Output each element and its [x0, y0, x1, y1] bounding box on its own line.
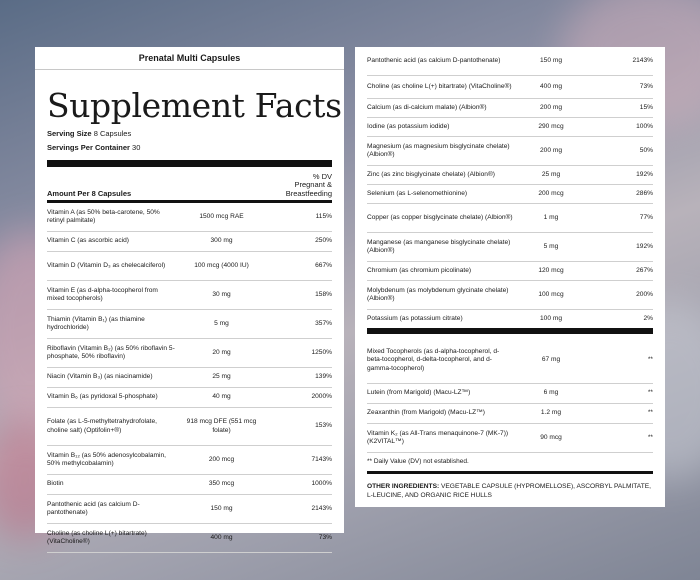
nutrient-name: Potassium (as potassium citrate) [367, 314, 463, 322]
nutrient-dv: 7143% [311, 455, 332, 463]
nutrient-dv: 100% [636, 122, 653, 130]
nutrient-dv: 286% [636, 189, 653, 197]
nutrient-row [367, 310, 653, 328]
product-name: Prenatal Multi Capsules [35, 47, 344, 70]
nutrient-amount: 25 mg [212, 373, 231, 381]
serving-size [47, 128, 332, 140]
nutrient-amount: 1 mg [543, 213, 559, 221]
dv-header-line2: Pregnant & [294, 180, 332, 189]
nutrient-dv: 2000% [311, 393, 332, 401]
nutrient-amount: 1500 mcg RAE [199, 212, 244, 220]
nutrient-amount: 6 mg [543, 389, 559, 397]
nutrient-amount: 30 mg [212, 290, 231, 298]
nutrient-row [367, 384, 653, 404]
nutrient-name: Selenium (as L-selenomethionine) [367, 189, 468, 197]
nutrient-name: Zinc (as zinc bisglycinate chelate) (Albion®) [367, 170, 495, 178]
nutrient-dv: 2143% [311, 504, 332, 512]
nutrient-dv: 357% [315, 319, 332, 327]
nutrient-dv: 139% [315, 373, 332, 381]
nutrient-amount: 20 mg [212, 348, 231, 356]
nutrient-amount: 200 mcg [538, 189, 564, 197]
nutrient-list-right [367, 47, 653, 328]
nutrient-amount: 100 mcg [538, 290, 564, 298]
nutrient-amount: 1.2 mg [540, 409, 562, 417]
nutrient-row [47, 446, 332, 475]
supplement-facts-panel-right [355, 47, 665, 507]
servings-label: Servings Per Container [47, 143, 130, 152]
nutrient-row [367, 338, 653, 384]
serving-size-label: Serving Size [47, 129, 92, 138]
nutrient-name: Niacin (Vitamin B₃) (as niacinamide) [47, 373, 153, 381]
other-nutrient-list [367, 334, 653, 453]
nutrient-amount: 150 mg [540, 56, 562, 64]
dv-header-line1: % DV [312, 171, 332, 181]
nutrient-row [367, 233, 653, 262]
nutrient-amount: 67 mg [541, 356, 561, 364]
nutrient-dv: 192% [636, 170, 653, 178]
servings-value: 30 [132, 143, 141, 152]
nutrient-name: Vitamin C (as ascorbic acid) [47, 237, 129, 245]
nutrient-row [367, 99, 653, 118]
other-ingredients-label: OTHER INGREDIENTS: [367, 483, 440, 490]
nutrient-row [47, 310, 332, 339]
nutrient-name: Pantothenic acid (as calcium D-pantothenate) [47, 500, 140, 516]
nutrient-row [367, 404, 653, 424]
nutrient-name: Pantothenic acid (as calcium D-pantothenate) [367, 56, 501, 64]
nutrient-name: Choline (as choline L(+) bitartrate) (VitaCholine®) [47, 529, 147, 545]
nutrient-dv: 192% [636, 242, 653, 250]
nutrient-name: Calcium (as di-calcium malate) (Albion®) [367, 103, 487, 111]
nutrient-name: Vitamin B₆ (as pyridoxal 5-phosphate) [47, 393, 158, 401]
table-header [47, 167, 332, 203]
nutrient-row [367, 47, 653, 76]
nutrient-amount: 300 mg [210, 237, 233, 245]
nutrient-dv: 250% [315, 237, 332, 245]
nutrient-dv: ** [647, 356, 653, 364]
nutrient-name: Copper (as copper bisglycinate chelate) (Albion®) [367, 213, 513, 221]
nutrient-amount: 200 mcg [208, 455, 235, 463]
supplement-facts-panel-left [35, 47, 344, 545]
nutrient-amount: 290 mcg [538, 122, 564, 130]
nutrient-row [47, 408, 332, 446]
other-ingredients [367, 483, 653, 500]
nutrient-dv: 200% [636, 290, 653, 298]
nutrient-name: Manganese (as manganese bisglycinate chelate) (Albion®) [367, 238, 511, 254]
dv-header-line3: Breastfeeding [285, 188, 332, 198]
nutrient-row [367, 137, 653, 166]
nutrient-row [367, 204, 653, 233]
nutrient-dv: 50% [639, 146, 653, 154]
nutrient-name: Magnesium (as magnesium bisglycinate chelate) (Albion®) [367, 142, 510, 158]
nutrient-name: Zeaxanthin (from Marigold) (Macu-LZ™) [367, 409, 485, 417]
nutrient-row [367, 262, 653, 281]
nutrient-amount: 90 mcg [540, 433, 562, 441]
nutrient-row [47, 524, 332, 553]
nutrient-name: Thiamin (Vitamin B₁) (as thiamine hydrochloride) [47, 315, 145, 331]
nutrient-row [367, 281, 653, 310]
dv-footnote: ** Daily Value (DV) not established. [367, 453, 653, 474]
nutrient-name: Vitamin B₁₂ (as 50% adenosylcobalamin, 50% methylcobalamin) [47, 451, 167, 467]
nutrient-amount: 25 mg [541, 170, 561, 178]
nutrient-amount: 5 mg [543, 242, 559, 250]
nutrient-name: Lutein (from Marigold) (Macu-LZ™) [367, 389, 471, 397]
servings-per-container [47, 142, 332, 154]
nutrient-name: Biotin [47, 480, 64, 488]
serving-size-value: 8 Capsules [93, 129, 132, 138]
nutrient-dv: 158% [315, 290, 332, 298]
nutrient-row [367, 424, 653, 453]
nutrient-amount: 100 mcg (4000 IU) [194, 261, 249, 269]
nutrient-amount: 200 mg [540, 146, 562, 154]
nutrient-name: Mixed Tocopherols (as d-alpha-tocopherol, d-beta-tocopherol, d-delta-tocopherol, and d-gamma-tocopherol) [367, 348, 500, 372]
nutrient-amount: 400 mg [540, 82, 562, 90]
dv-header [286, 173, 332, 199]
nutrient-row [47, 281, 332, 310]
nutrient-amount: 120 mcg [538, 266, 564, 274]
nutrient-name: Chromium (as chromium picolinate) [367, 266, 472, 274]
nutrient-row [47, 475, 332, 495]
nutrient-name: Riboflavin (Vitamin B₂) (as 50% riboflavin 5-phosphate, 50% riboflavin) [47, 344, 175, 360]
nutrient-name: Iodine (as potassium iodide) [367, 122, 450, 130]
nutrient-list-left [47, 203, 332, 553]
nutrient-amount: 918 mcg DFE (551 mcg folate) [186, 418, 257, 434]
supplement-facts-title: Supplement Facts [47, 86, 342, 125]
nutrient-dv: ** [647, 409, 653, 417]
nutrient-row [47, 232, 332, 252]
nutrient-name: Vitamin D (Vitamin D₃ as chelecalciferol) [47, 261, 166, 269]
other-ingredients-text: VEGETABLE CAPSULE (HYPROMELLOSE), ASCORBYL PALMITATE, L-LEUCINE, AND ORGANIC RICE HULLS [367, 483, 651, 499]
nutrient-dv: ** [647, 389, 653, 397]
nutrient-row [47, 339, 332, 368]
nutrient-amount: 400 mg [210, 533, 233, 541]
nutrient-dv: 73% [318, 533, 332, 541]
nutrient-row [367, 166, 653, 185]
amount-header: Amount Per 8 Capsules [47, 189, 132, 198]
thick-divider [47, 160, 332, 167]
nutrient-dv: 667% [315, 261, 332, 269]
nutrient-dv: 77% [639, 213, 653, 221]
nutrient-name: Molybdenum (as molybdenum glycinate chelate) (Albion®) [367, 286, 509, 302]
nutrient-name: Vitamin E (as d-alpha-tocopherol from mixed tocopherols) [47, 286, 158, 302]
nutrient-row [47, 495, 332, 524]
nutrient-dv: 1250% [311, 348, 332, 356]
nutrient-dv: 153% [315, 422, 332, 430]
nutrient-name: Vitamin K₂ (as All-Trans menaquinone-7 (MK-7)) (K2VITAL™) [367, 429, 509, 445]
nutrient-amount: 5 mg [214, 319, 229, 327]
nutrient-row [367, 185, 653, 204]
nutrient-dv: 15% [639, 103, 653, 111]
nutrient-row [367, 76, 653, 99]
nutrient-amount: 200 mg [540, 103, 562, 111]
nutrient-dv: 2% [643, 314, 653, 322]
nutrient-amount: 100 mg [540, 314, 562, 322]
nutrient-name: Vitamin A (as 50% beta-carotene, 50% retinyl palmitate) [47, 208, 160, 224]
nutrient-row [367, 118, 653, 137]
nutrient-amount: 40 mg [212, 393, 231, 401]
nutrient-dv: 73% [639, 82, 653, 90]
nutrient-dv: 115% [315, 212, 332, 220]
nutrient-row [47, 252, 332, 281]
nutrient-name: Choline (as choline L(+) bitartrate) (VitaCholine®) [367, 82, 512, 90]
nutrient-amount: 150 mg [210, 504, 233, 512]
nutrient-dv: 2143% [632, 56, 653, 64]
nutrient-row [47, 368, 332, 388]
nutrient-name: Folate (as L-5-methyltetrahydrofolate, choline salt) (Optifolin+®) [47, 418, 157, 434]
nutrient-row [47, 388, 332, 408]
nutrient-dv: 267% [636, 266, 653, 274]
nutrient-row [47, 203, 332, 232]
nutrient-amount: 350 mcg [208, 480, 235, 488]
nutrient-dv: 1000% [311, 480, 332, 488]
nutrient-dv: ** [647, 433, 653, 441]
